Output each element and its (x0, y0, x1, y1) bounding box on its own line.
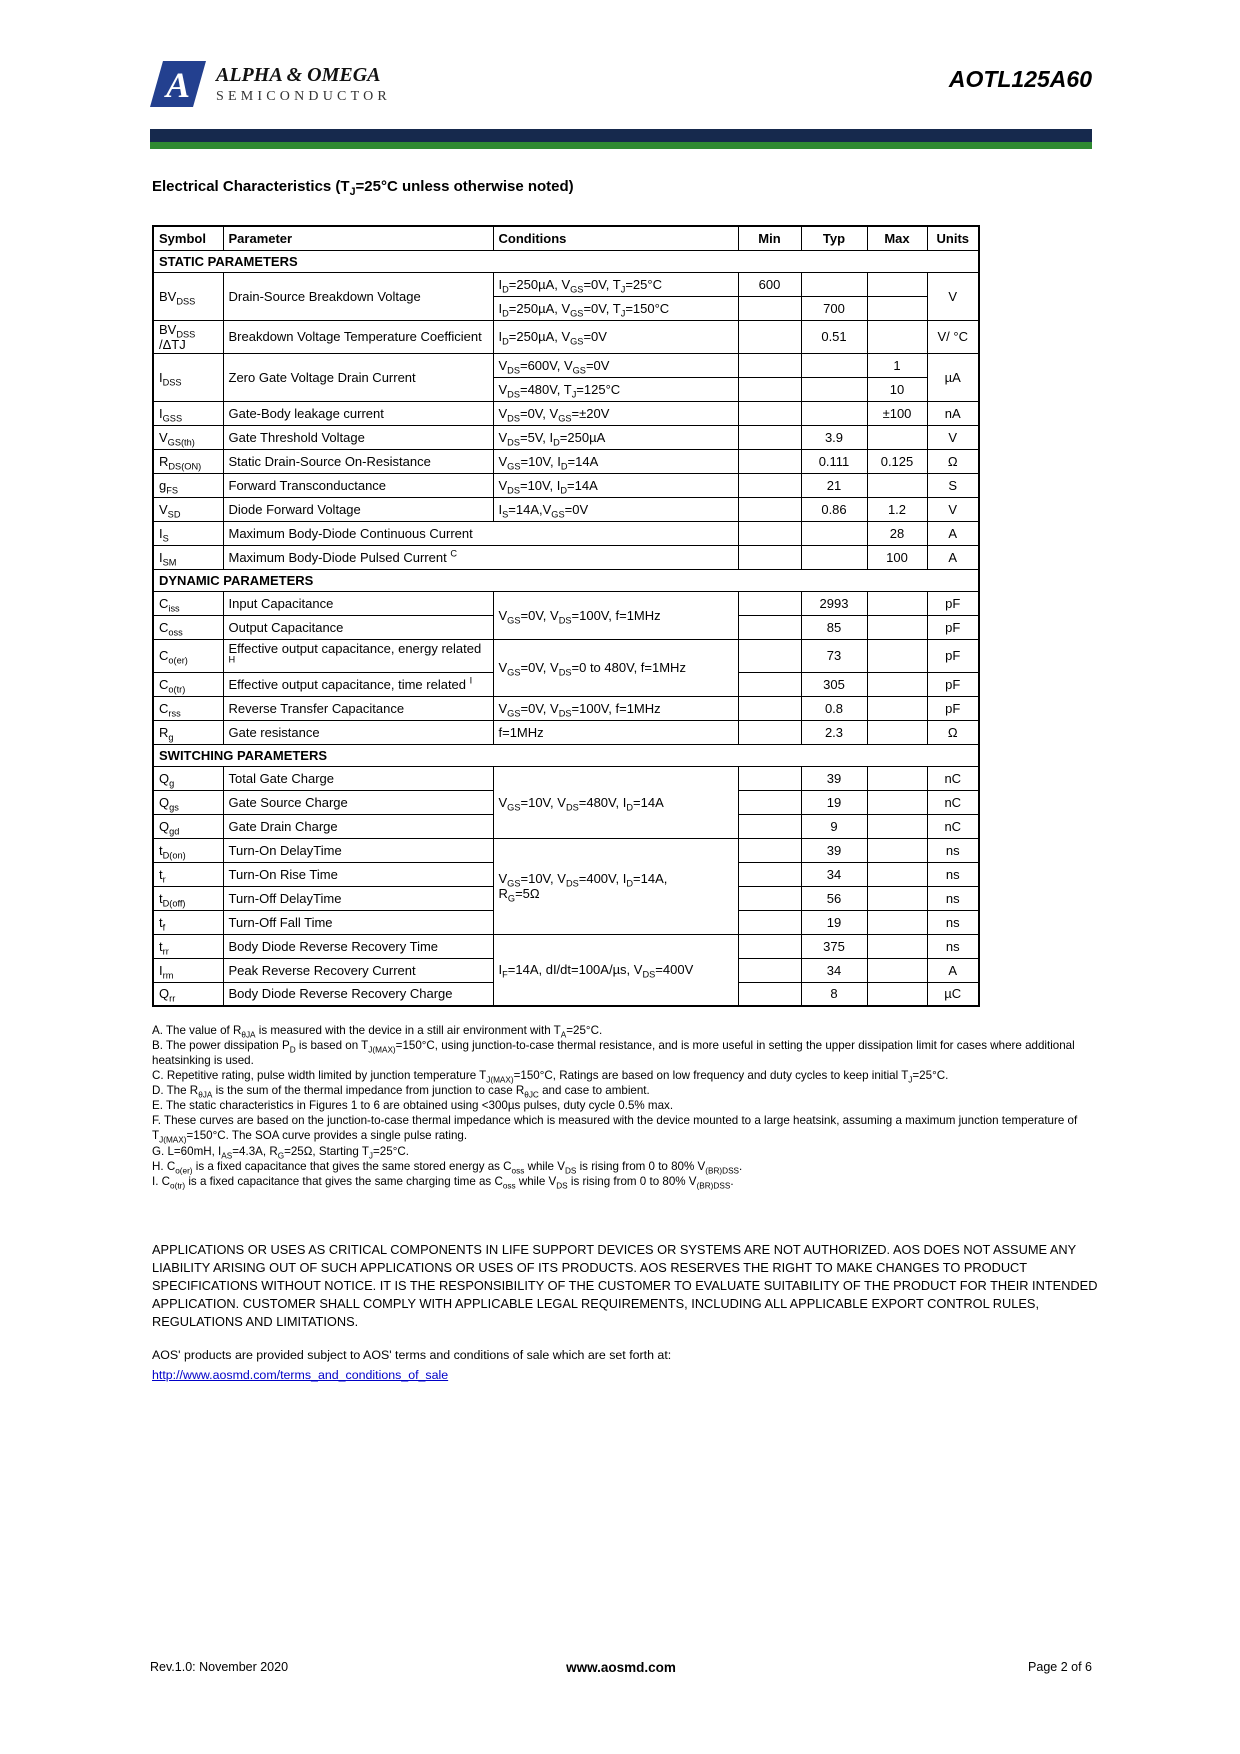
table-cell: Ω (927, 720, 979, 744)
table-cell (738, 545, 801, 569)
table-cell (738, 958, 801, 982)
table-cell (867, 296, 927, 320)
table-cell (738, 720, 801, 744)
section-row (153, 744, 979, 766)
legal-disclaimer: APPLICATIONS OR USES AS CRITICAL COMPONENTS IN LIFE SUPPORT DEVICES OR SYSTEMS ARE NOT AUTHORIZED. AOS DOES NOT ASSUME ANY LIABILITY ARISING OUT OF SUCH APPLICATIONS OR USES OF ITS PRODUCTS. AOS RESERVES THE RIGHT TO MAKE CHANGES TO PRODUCT SPECIFICATIONS WITHOUT NOTICE. IT IS THE RESPONSIBILITY OF THE CUSTOMER TO EVALUATE SUITABILITY OF THE PRODUCT FOR THEIR INTENDED APPLICATION. CUSTOMER SHALL COMPLY WITH APPLICABLE LEGAL REQUIREMENTS, INCLUDING ALL APPLICABLE EXPORT CONTROL RULES, REGULATIONS AND LIMITATIONS. (152, 1241, 1098, 1330)
table-row (153, 720, 979, 744)
table-cell (801, 521, 867, 545)
table-cell: $I_S=14A,V_{GS}=0V$ (493, 497, 738, 521)
table-cell (738, 320, 801, 353)
table-cell: $Q_{rr}$ (153, 982, 223, 1006)
table-cell: Body Diode Reverse Recovery Charge (223, 982, 493, 1006)
column-header-min: Min (738, 226, 801, 250)
table-cell (738, 696, 801, 720)
table-cell: $V_{GS}=10V$, $V_{DS}=400V$, $I_D=14A$, $R_G=5\Omega$ (493, 838, 738, 934)
page-footer (150, 1660, 1092, 1680)
table-cell: 600 (738, 272, 801, 296)
table-cell: $I_{GSS}$ (153, 401, 223, 425)
table-cell (801, 545, 867, 569)
footnote: F. These curves are based on the junction-to-case thermal impedance which is measured with the device mounted to a large heatsink, assuming a maximum junction temperature of $T_{J(MAX)}=150^\circ C$. The SOA curve provides a single pulse rating. (152, 1114, 1078, 1145)
table-row (153, 838, 979, 862)
table-cell (801, 401, 867, 425)
table-cell (738, 521, 801, 545)
footnote: D. The $R_{\theta JA}$ is the sum of the thermal impedance from junction to case $R_{\theta JC}$ and case to ambient. (152, 1084, 650, 1100)
table-cell: 34 (801, 862, 867, 886)
table-cell: Turn-On DelayTime (223, 838, 493, 862)
table-cell: $t_{rr}$ (153, 934, 223, 958)
table-cell: 28 (867, 521, 927, 545)
footnote: G. L=60mH, $I_{AS}=4.3A$, $R_G=25\Omega$, Starting $T_J=25^\circ C$. (152, 1144, 409, 1160)
table-cell: $I_S$ (153, 521, 223, 545)
table-cell: Breakdown Voltage Temperature Coefficient (223, 320, 493, 353)
table-cell: $V_{DS}=0V$, $V_{GS}=\pm 20V$ (493, 401, 738, 425)
table-cell (738, 838, 801, 862)
table-cell: A (927, 521, 979, 545)
table-cell: V (927, 425, 979, 449)
page-content (152, 178, 1098, 1385)
table-cell: $V_{DS}=5V$, $I_D=250\mu A$ (493, 425, 738, 449)
table-cell: nC (927, 766, 979, 790)
table-cell: Output Capacitance (223, 615, 493, 639)
table-cell: pF (927, 591, 979, 615)
table-cell: $V_{GS}=10V$, $V_{DS}=480V$, $I_D=14A$ (493, 766, 738, 838)
table-cell: $I_F=14A$, dI/dt=100A/µs, $V_{DS}=400V$ (493, 934, 738, 1006)
table-cell (867, 672, 927, 696)
column-header-units: Units (927, 226, 979, 250)
table-cell: 19 (801, 910, 867, 934)
table-cell: $V_{GS(th)}$ (153, 425, 223, 449)
table-cell: 34 (801, 958, 867, 982)
table-row (153, 473, 979, 497)
table-cell: Ω (927, 449, 979, 473)
table-cell: 1.2 (867, 497, 927, 521)
table-cell: Total Gate Charge (223, 766, 493, 790)
table-cell: Diode Forward Voltage (223, 497, 493, 521)
table-row (153, 272, 979, 296)
table-cell: ns (927, 862, 979, 886)
table-cell: Gate resistance (223, 720, 493, 744)
table-cell: Body Diode Reverse Recovery Time (223, 934, 493, 958)
table-cell: µC (927, 982, 979, 1006)
table-cell: $R_g$ (153, 720, 223, 744)
table-row (153, 696, 979, 720)
section-row (153, 250, 979, 272)
header-row (153, 226, 979, 250)
brand-name: ALPHA & OMEGA (216, 63, 381, 86)
table-cell: 21 (801, 473, 867, 497)
table-row (153, 591, 979, 615)
table-cell: 100 (867, 545, 927, 569)
navy-bar (150, 129, 1092, 142)
table-cell: $V_{GS}=10V$, $I_D=14A$ (493, 449, 738, 473)
footnotes (152, 1023, 1097, 1189)
table-cell (867, 473, 927, 497)
table-cell: f=1MHz (493, 720, 738, 744)
table-cell: pF (927, 639, 979, 672)
table-cell: 2.3 (801, 720, 867, 744)
footnote: B. The power dissipation $P_D$ is based on $T_{J(MAX)}=150^\circ C$, using junction-to-case thermal resistance, and is more useful in setting the upper dissipation limit for cases where additional heatsinking is used. (152, 1039, 1075, 1068)
table-cell: Gate-Body leakage current (223, 401, 493, 425)
table-cell: $C_{iss}$ (153, 591, 223, 615)
table-cell: A (927, 958, 979, 982)
table-cell: ±100 (867, 401, 927, 425)
table-cell (867, 790, 927, 814)
table-cell: V (927, 272, 979, 320)
table-cell: S (927, 473, 979, 497)
table-cell: $Q_g$ (153, 766, 223, 790)
table-cell: 56 (801, 886, 867, 910)
brand-subtitle: SEMICONDUCTOR (216, 88, 391, 104)
terms-block (152, 1347, 1094, 1385)
table-cell (867, 982, 927, 1006)
table-cell (867, 425, 927, 449)
table-cell: 0.86 (801, 497, 867, 521)
table-row (153, 353, 979, 377)
column-header-conditions: Conditions (493, 226, 738, 250)
table-row (153, 320, 979, 353)
brand-block (150, 60, 391, 108)
table-cell: 19 (801, 790, 867, 814)
table-cell: $V_{GS}=0V$, $V_{DS}=100V$, f=1MHz (493, 696, 738, 720)
table-row (153, 401, 979, 425)
table-cell: $t_r$ (153, 862, 223, 886)
footnote: H. $C_{o(er)}$ is a fixed capacitance that gives the same stored energy as $C_{oss}$ while $V_{DS}$ is rising from 0 to 80% $V_{(BR)DSS}$. (152, 1159, 743, 1175)
table-cell (738, 401, 801, 425)
table-cell (738, 449, 801, 473)
table-cell (738, 672, 801, 696)
table-cell: $I_D=250\mu A$, $V_{GS}=0V$, $T_J=150^\circ C$ (493, 296, 738, 320)
table-cell (738, 615, 801, 639)
table-cell: $t_f$ (153, 910, 223, 934)
table-cell: Reverse Transfer Capacitance (223, 696, 493, 720)
table-cell (738, 353, 801, 377)
table-cell: $I_{rm}$ (153, 958, 223, 982)
table-cell: nC (927, 814, 979, 838)
table-cell: 85 (801, 615, 867, 639)
table-cell: ns (927, 838, 979, 862)
table-cell (867, 272, 927, 296)
table-cell: nA (927, 401, 979, 425)
table-cell (738, 982, 801, 1006)
table-cell (867, 838, 927, 862)
table-cell (867, 591, 927, 615)
table-cell: Input Capacitance (223, 591, 493, 615)
table-cell: $C_{o(tr)}$ (153, 672, 223, 696)
table-cell: 8 (801, 982, 867, 1006)
table-cell: $I_D=250\mu A$, $V_{GS}=0V$, $T_J=25^\circ C$ (493, 272, 738, 296)
svg-text:A: A (166, 65, 191, 105)
table-cell (867, 814, 927, 838)
table-row (153, 545, 979, 569)
table-cell: Static Drain-Source On-Resistance (223, 449, 493, 473)
part-number: AOTL125A60 (948, 66, 1092, 92)
table-cell: Gate Drain Charge (223, 814, 493, 838)
table-cell: ns (927, 910, 979, 934)
table-cell: Gate Source Charge (223, 790, 493, 814)
table-cell (738, 425, 801, 449)
table-cell: $V_{GS}=0V$, $V_{DS}=0$ to 480V, f=1MHz (493, 639, 738, 696)
footnote: I. $C_{o(tr)}$ is a fixed capacitance that gives the same charging time as $C_{oss}$ while $V_{DS}$ is rising from 0 to 80% $V_{(BR)DSS}$. (152, 1174, 734, 1190)
table-cell (867, 696, 927, 720)
table-cell: $V_{GS}=0V$, $V_{DS}=100V$, f=1MHz (493, 591, 738, 639)
table-cell: $V_{SD}$ (153, 497, 223, 521)
table-cell: 375 (801, 934, 867, 958)
table-cell: 0.8 (801, 696, 867, 720)
table-cell: Turn-On Rise Time (223, 862, 493, 886)
table-cell (867, 958, 927, 982)
table-cell: Zero Gate Voltage Drain Current (223, 353, 493, 401)
table-cell: $V_{DS}=600V$, $V_{GS}=0V$ (493, 353, 738, 377)
footnote: C. Repetitive rating, pulse width limited by junction temperature $T_{J(MAX)}=150^\circ C$, Ratings are based on low frequency and duty cycles to keep initial $T_J=25^\circ C$. (152, 1069, 949, 1085)
table-cell: $BV_{DSS}$ /ΔTJ (153, 320, 223, 353)
table-cell: V/ °C (927, 320, 979, 353)
table-row (153, 934, 979, 958)
table-header (153, 226, 979, 250)
table-cell: 73 (801, 639, 867, 672)
table-cell: 9 (801, 814, 867, 838)
table-cell: pF (927, 615, 979, 639)
table-row (153, 766, 979, 790)
table-cell (867, 320, 927, 353)
table-cell: $C_{oss}$ (153, 615, 223, 639)
brand-text (216, 64, 391, 105)
table-cell (801, 353, 867, 377)
table-cell: $I_{DSS}$ (153, 353, 223, 401)
table-cell (867, 910, 927, 934)
column-header-parameter: Parameter (223, 226, 493, 250)
table-cell (738, 766, 801, 790)
table-cell: $Q_{gs}$ (153, 790, 223, 814)
table-cell (867, 862, 927, 886)
table-cell: $R_{DS(ON)}$ (153, 449, 223, 473)
table-cell (738, 934, 801, 958)
table-cell (738, 862, 801, 886)
table-cell: $I_D=250\mu A$, $V_{GS}=0V$ (493, 320, 738, 353)
electrical-characteristics-table (152, 225, 980, 1007)
table-cell: pF (927, 672, 979, 696)
table-cell: V (927, 497, 979, 521)
table-cell (738, 296, 801, 320)
table-cell: $V_{DS}=10V$, $I_D=14A$ (493, 473, 738, 497)
page-indicator: Page 2 of 6 (1028, 1660, 1092, 1674)
aos-logo-icon (150, 60, 206, 108)
table-cell (738, 886, 801, 910)
table-cell (738, 377, 801, 401)
table-cell: Turn-Off Fall Time (223, 910, 493, 934)
terms-link[interactable]: http://www.aosmd.com/terms_and_conditions_of_sale (152, 1368, 449, 1383)
table-cell: Forward Transconductance (223, 473, 493, 497)
table-cell: $Q_{gd}$ (153, 814, 223, 838)
table-cell: Maximum Body-Diode Continuous Current (223, 521, 738, 545)
table-cell: pF (927, 696, 979, 720)
table-cell (738, 790, 801, 814)
table-cell: 0.51 (801, 320, 867, 353)
table-cell (738, 814, 801, 838)
terms-intro: AOS' products are provided subject to AOS' terms and conditions of sale which are set forth at: (152, 1348, 672, 1363)
column-header-typ: Typ (801, 226, 867, 250)
table-cell: 1 (867, 353, 927, 377)
table-cell: 3.9 (801, 425, 867, 449)
table-cell: nC (927, 790, 979, 814)
table-cell: Effective output capacitance, time related $^I$ (223, 672, 493, 696)
table-cell (867, 886, 927, 910)
table-row (153, 425, 979, 449)
table-cell (801, 377, 867, 401)
table-row (153, 521, 979, 545)
table-cell: ns (927, 934, 979, 958)
table-cell: 2993 (801, 591, 867, 615)
section-title: Electrical Characteristics ($T_J=25^\circ C$ unless otherwise noted) (152, 178, 574, 198)
section-header-cell: STATIC PARAMETERS (153, 250, 979, 272)
table-cell: Turn-Off DelayTime (223, 886, 493, 910)
website-url: www.aosmd.com (566, 1660, 676, 1675)
column-header-symbol: Symbol (153, 226, 223, 250)
footnote: E. The static characteristics in Figures 1 to 6 are obtained using <300µs pulses, duty cycle 0.5% max. (152, 1099, 674, 1113)
revision-info: Rev.1.0: November 2020 (150, 1660, 289, 1674)
table-cell: $BV_{DSS}$ (153, 272, 223, 320)
table-cell: $t_{D(on)}$ (153, 838, 223, 862)
table-cell: A (927, 545, 979, 569)
table-cell: 39 (801, 838, 867, 862)
spec-table-body (153, 250, 979, 1006)
table-cell: $g_{FS}$ (153, 473, 223, 497)
table-cell: Maximum Body-Diode Pulsed Current $^C$ (223, 545, 738, 569)
table-cell (801, 272, 867, 296)
table-cell (867, 639, 927, 672)
column-header-max: Max (867, 226, 927, 250)
footnote: A. The value of $R_{\theta JA}$ is measured with the device in a still air environment with $T_A=25^\circ C$. (152, 1024, 603, 1040)
table-cell (738, 639, 801, 672)
table-cell: Peak Reverse Recovery Current (223, 958, 493, 982)
table-cell: 700 (801, 296, 867, 320)
section-row (153, 569, 979, 591)
table-row (153, 449, 979, 473)
green-bar (150, 142, 1092, 149)
table-cell: 10 (867, 377, 927, 401)
header-divider-bar (150, 129, 1092, 149)
section-header-cell: SWITCHING PARAMETERS (153, 744, 979, 766)
table-cell (738, 591, 801, 615)
table-cell (738, 473, 801, 497)
table-cell: 305 (801, 672, 867, 696)
table-cell: Drain-Source Breakdown Voltage (223, 272, 493, 320)
table-cell (738, 497, 801, 521)
table-cell: 0.125 (867, 449, 927, 473)
table-cell: 39 (801, 766, 867, 790)
table-cell: µA (927, 353, 979, 401)
table-cell: $V_{DS}=480V$, $T_J=125^\circ C$ (493, 377, 738, 401)
table-cell (867, 615, 927, 639)
table-cell: $t_{D(off)}$ (153, 886, 223, 910)
table-cell: Gate Threshold Voltage (223, 425, 493, 449)
table-cell (867, 934, 927, 958)
table-cell: $I_{SM}$ (153, 545, 223, 569)
table-row (153, 497, 979, 521)
section-header-cell: DYNAMIC PARAMETERS (153, 569, 979, 591)
table-cell: $C_{o(er)}$ (153, 639, 223, 672)
table-row (153, 639, 979, 672)
table-cell: ns (927, 886, 979, 910)
table-cell (867, 720, 927, 744)
table-cell: 0.111 (801, 449, 867, 473)
table-cell: $C_{rss}$ (153, 696, 223, 720)
table-cell: Effective output capacitance, energy related $^H$ (223, 639, 493, 672)
table-cell (738, 910, 801, 934)
table-cell (867, 766, 927, 790)
